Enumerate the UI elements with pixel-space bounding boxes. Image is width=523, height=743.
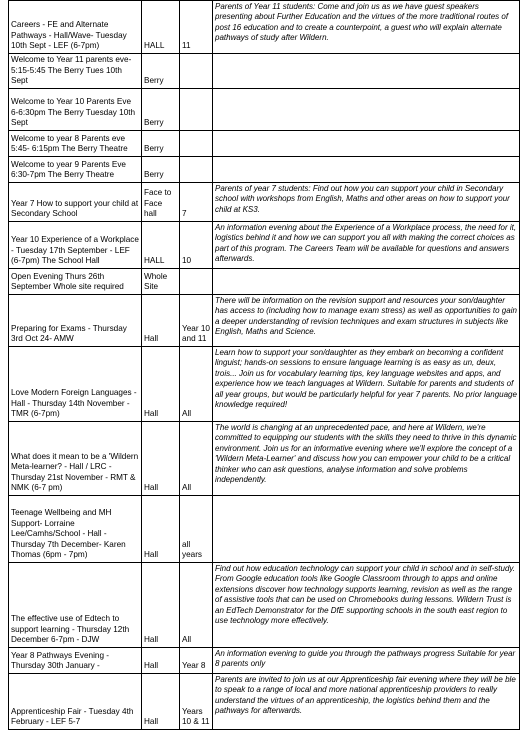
table-row [9,422,520,496]
event-description: An information evening about the Experience of a Workplace process, the need for it, logistics behind it and how we can support you all with making the correct choices as part of this program. The Careers Team will be available for questions and answers afterwards. [213,222,520,269]
table-row [9,648,520,674]
event-description [213,54,520,89]
table-row [9,89,520,131]
table-row [9,1,520,54]
table-row [9,496,520,563]
event-title: What does it mean to be a 'Wildern Meta-learner? - Hall / LRC - Thursday 21st November - RMT & NMK (6-7 pm) [9,422,142,496]
event-location: Hall [142,674,180,730]
table-row [9,674,520,730]
event-year: 11 [180,1,213,54]
event-location: Berry [142,131,180,157]
event-title: Love Modern Foreign Languages - Hall - Thursday 14th November - TMR (6-7pm) [9,347,142,422]
event-title: Apprenticeship Fair - Tuesday 4th February - LEF 5-7 [9,674,142,730]
event-description: An information evening to guide you through the pathways progress Suitable for year 8 parents only [213,648,520,674]
event-title: Year 10 Experience of a Workplace - Tuesday 17th September - LEF (6-7pm) The School Hall [9,222,142,269]
table-row [9,222,520,269]
event-location: Face to Face hall [142,183,180,222]
event-description [213,269,520,295]
event-location: Berry [142,157,180,183]
event-title: Welcome to year 8 Parents eve 5:45- 6:15pm The Berry Theatre [9,131,142,157]
table-row [9,157,520,183]
event-description [213,89,520,131]
table-row [9,269,520,295]
event-title: Teenage Wellbeing and MH Support- Lorraine Lee/Camhs/School - Hall - Thursday 7th December- Karen Thomas (6pm - 7pm) [9,496,142,563]
event-year: 7 [180,183,213,222]
event-year: all years [180,496,213,563]
event-year [180,89,213,131]
event-year [180,54,213,89]
event-title: The effective use of Edtech to support learning - Thursday 12th December 6-7pm - DJW [9,563,142,648]
event-year: 10 [180,222,213,269]
event-description: The world is changing at an unprecedented pace, and here at Wildern, we're committed to equipping our students with the skills they need to thrive in this dynamic environment. Join us for an informative evening where we'll explore the concept of a 'Wildern Meta-Learner' and discuss how you can empower your child to be a critical thinker who can ask questions, analyse information and solve problems independently. [213,422,520,496]
event-title: Welcome to Year 10 Parents Eve 6-6:30pm The Berry Tuesday 10th Sept [9,89,142,131]
table-row [9,131,520,157]
event-title: Open Evening Thurs 26th September Whole site required [9,269,142,295]
event-year: All [180,422,213,496]
event-title: Preparing for Exams - Thursday 3rd Oct 24- AMW [9,295,142,347]
event-description: Parents are invited to join us at our Apprenticeship fair evening where they will be ble to speak to a range of local and more national apprenticeship providers to really understand the virtues of an apprenticeship, the logistics behind them and the pathways for afterwards. [213,674,520,730]
event-year: Years 10 & 11 [180,674,213,730]
event-year [180,131,213,157]
table-row [9,347,520,422]
event-year [180,157,213,183]
event-title: Welcome to Year 11 parents eve- 5:15-5:45 The Berry Tues 10th Sept [9,54,142,89]
event-year: Year 10 and 11 [180,295,213,347]
event-location: Whole Site [142,269,180,295]
event-description: Find out how education technology can support your child in school and in self-study. From Google education tools like Google Classroom through to apps and online extensions discover how technology supports learning, revision as well as the range of assistive tools that can be used on Chromebooks during lessons. Wildern Trust is an EdTech Demonstrator for the DfE supporting schools in the south east region to use technology more effectively. [213,563,520,648]
event-location: Hall [142,422,180,496]
table-row [9,295,520,347]
event-description [213,496,520,563]
event-description: Parents of Year 11 students: Come and join us as we have guest speakers presenting about Further Education and the virtues of the more traditional routes of post 16 education and to create a counterpoint, a guest who will explain alternate pathways of study after Wildern. [213,1,520,54]
table-row [9,183,520,222]
event-title: Welcome to year 9 Parents Eve 6:30-7pm The Berry Theatre [9,157,142,183]
event-description: Parents of year 7 students: Find out how you can support your child in Secondary school with workshops from English, Maths and other areas on how to support your child at KS3. [213,183,520,222]
event-location: Hall [142,496,180,563]
event-location: HALL [142,222,180,269]
event-description: There will be information on the revision support and resources your son/daughter has access to (including how to manage exam stress) as well as opportunities to gain a deeper understanding of revision techniques and exam structures in subjects like English, Maths and Science. [213,295,520,347]
event-location: Hall [142,648,180,674]
table-row [9,563,520,648]
event-year: All [180,347,213,422]
event-location: Hall [142,295,180,347]
events-table [8,0,520,730]
event-title: Year 8 Pathways Evening - Thursday 30th January - [9,648,142,674]
event-year: Year 8 [180,648,213,674]
event-description [213,157,520,183]
event-location: Berry [142,54,180,89]
event-description: Learn how to support your son/daughter as they embark on becoming a confident linguist; hands-on sessions to ensure language learning is as easy as un, deux, trois... Join us for vocabulary learning tips, key language websites and apps, and experience how we teach languages at Wildern. Suitable for parents and students of all year groups, but would be particularly helpful for year 7 parents. No prior language knowledge required! [213,347,520,422]
event-year: All [180,563,213,648]
event-location: Berry [142,89,180,131]
event-location: Hall [142,347,180,422]
event-description [213,131,520,157]
event-location: HALL [142,1,180,54]
event-location: Hall [142,563,180,648]
event-title: Careers - FE and Alternate Pathways - Hall/Wave- Tuesday 10th Sept - LEF (6-7pm) [9,1,142,54]
event-year [180,269,213,295]
event-title: Year 7 How to support your child at Secondary School [9,183,142,222]
table-row [9,54,520,89]
